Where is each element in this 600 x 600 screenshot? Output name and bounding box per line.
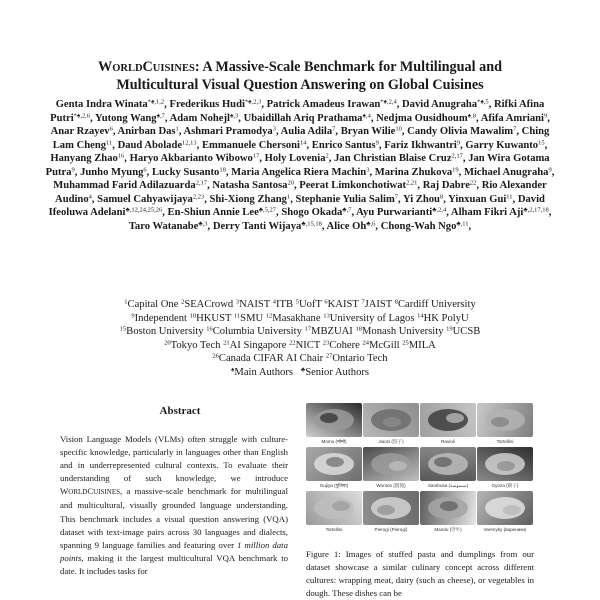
author-name: Fariz Ikhwantri	[384, 139, 457, 151]
figure-1	[306, 403, 534, 535]
affiliation-name: NAIST	[239, 299, 271, 310]
author-affiliation-marks: 9	[375, 139, 379, 146]
author-name: Daud Abolade	[117, 139, 183, 151]
author-affiliation-marks: ♣,5,27	[258, 206, 277, 214]
title-line-1: WORLDCUISINES: A Massive-Scale Benchmark for Multilingual and	[98, 59, 502, 75]
affiliation-number: 3	[235, 298, 240, 306]
affiliation-name: Boston University	[126, 326, 204, 338]
dish-photo	[420, 447, 476, 481]
author-name: David Anugraha	[402, 99, 478, 110]
affiliation-number: 24	[362, 339, 369, 347]
affiliation-name: UofT	[298, 299, 322, 310]
dish-label: Ravioli	[441, 439, 455, 444]
dish-image-cell	[363, 403, 419, 447]
dish-image-cell	[420, 491, 476, 535]
author-affiliation-marks: ♣,6	[366, 220, 376, 227]
author-name: Garry Kuwanto	[465, 139, 539, 151]
author-name: Hanyang Zhao	[50, 153, 118, 164]
club-icon: ♣	[300, 366, 306, 374]
affiliation-name: SEACrowd	[184, 299, 234, 310]
author-affiliation-marks: 11	[506, 193, 513, 200]
author-name: Ubaidillah Ariq Prathama	[243, 112, 363, 124]
author-affiliation-marks: ♠,4	[362, 112, 371, 119]
author-list: Genta Indra Winata$^{*♠,1,2}$, Frederikus Hudi$^{*♠,2,3}$, Patrick Amadeus Irawan$^{*♠,2,4}$, David Anugraha$^{*♠,5}$, Rifki Afina Putri$^{*♠,2,6}$, Yutong Wang$^{♠,7}$, Adam Nohejl$^{♠,3}$, Ubaidillah Ariq Prathama$^{♠,4}$, Nedjma Ousidhoum$^{♠,8}$, Afifa Amriani$^9$, Anar Rzayev$^6$, Anirban Das$^1$, Ashmari Pramodya$^3$, Aulia Adila$^7$, Bryan Wilie$^{10}$, Candy Olivia Mawalim$^7$, Ching Lam Cheng$^{11}$, Daud Abolade$^{12,13}$, Emmanuele Chersoni$^{14}$, Enrico Santus$^9$, Fariz Ikhwantri$^9$, Garry Kuwanto$^{15}$, Hanyang Zhao$^{16}$, Haryo Akbarianto Wibowo$^{17}$, Holy Lovenia$^2$, Jan Christian Blaise Cruz$^{2,17}$, Jan Wira Gotama Putra$^9$, Junho Myung$^6$, Lucky Susanto$^{18}$, Maria Angelica Riera Machin$^3$, Marina Zhukova$^{19}$, Michael Anugraha$^9$, Muhammad Farid Adilazuarda$^{2,17}$, Natasha Santosa$^{20}$, Peerat Limkonchotiwat$^{2,21}$, Raj Dabre$^{22}$, Rio Alexander Audino$^4$, Samuel Cahyawijaya$^{2,23}$, Shi-Xiong Zhang$^1$, Stephanie Yulia Salim$^7$, Yi Zhou$^8$, Yinxuan Gui$^{11}$, David Ifeoluwa Adelani$^{♣,12,24,25,26}$, En-Shiun Annie Lee$^{♣,5,27}$, Shogo Okada$^{♣,7}$, Ayu Purwarianti$^{♣,2,4}$, Alham Fikri Aji$^{♣,2,17,18}$, Taro Watanabe$^{♣,3}$, Derry Tanti Wijaya$^{♣,15,18}$, Alice $Oh^{♣,6}$, Chong-Wah Ngo$^{♣,11}$,	[45, 98, 555, 232]
title-line-2: Multicultural Visual Question Answering on Global Cuisines	[116, 77, 484, 93]
affiliation-number: 11	[233, 312, 241, 320]
author-name: Frederikus Hudi	[169, 99, 245, 110]
affiliation-number: 25	[402, 339, 409, 347]
dish-label: Momo (मोमो)	[321, 439, 347, 444]
affiliation-number: 2	[181, 298, 185, 306]
author-name: Rifki Afina Putri	[50, 99, 545, 124]
affiliation-number: 8	[394, 298, 398, 306]
author-affiliation-marks: 16	[117, 152, 125, 160]
affiliation-number: 7	[361, 298, 365, 306]
dish-image-cell	[363, 491, 419, 535]
author-name: Emmanuele Chersoni	[201, 139, 300, 151]
author-affiliation-marks: 19	[452, 166, 459, 173]
author-name: Alice Oh	[326, 220, 367, 232]
author-name: Candy Olivia Mawalim	[407, 126, 514, 137]
affiliation-number: 18	[355, 325, 362, 333]
author-name: Rio Alexander Audino	[55, 180, 547, 205]
dish-photo	[477, 403, 533, 437]
dumpling-image-grid	[306, 403, 534, 535]
author-affiliation-marks: ♣,12,24,25,26	[125, 206, 163, 214]
dish-label: Gyoza (餃子)	[491, 483, 519, 488]
author-name: Anar Rzayev	[50, 126, 110, 137]
affiliation-number: 22	[289, 339, 296, 347]
author-affiliation-marks: 7	[332, 125, 336, 133]
spade-icon: ♠	[230, 366, 235, 374]
author-affiliation-marks: ♣,11	[456, 220, 469, 227]
author-name: Yutong Wang	[95, 112, 157, 124]
author-affiliation-marks: *♠,2,3	[244, 98, 262, 106]
author-affiliation-marks: 10	[395, 125, 402, 133]
dish-image-cell	[420, 447, 476, 491]
dish-photo	[477, 447, 533, 481]
affiliation-line	[40, 325, 560, 339]
author-affiliation-marks: ♣,7	[342, 206, 352, 214]
affiliation-name: KAIST	[327, 299, 359, 310]
affiliation-line	[40, 312, 560, 326]
author-affiliation-marks: 2,21	[406, 179, 418, 187]
affiliation-number: 9	[131, 312, 135, 320]
affiliation-name: ITB	[276, 299, 294, 310]
author-name: Michael Anugraha	[463, 166, 549, 178]
author-name: Samuel Cahyawijaya	[97, 193, 193, 205]
affiliation-name: NICT	[295, 339, 321, 351]
author-name: Alham Fikri Aji	[450, 207, 524, 218]
author-name: Derry Tanti Wijaya	[212, 220, 302, 232]
affiliation-line	[40, 339, 560, 353]
dish-label: Pierogi (Pierogi)	[374, 527, 408, 532]
dish-photo	[306, 403, 362, 437]
affiliation-name: HK PolyU	[423, 312, 469, 324]
author-affiliation-marks: 18	[219, 166, 226, 173]
dish-image-cell	[477, 491, 533, 535]
author-name: Yinxuan Gui	[448, 193, 507, 205]
author-name: Ashmari Pramodya	[183, 126, 273, 137]
dish-label: Tortellini	[496, 439, 514, 444]
author-affiliation-marks: 11	[106, 139, 113, 146]
author-name: Peerat Limkonchotiwat	[299, 180, 407, 191]
author-affiliation-marks: ♠,8	[467, 112, 476, 119]
affiliation-name: Cardiff University	[397, 299, 476, 310]
affiliation-number: 14	[417, 312, 424, 320]
affiliation-number: 1	[124, 298, 128, 306]
author-affiliation-marks: 6	[109, 125, 113, 133]
author-name: Raj Dabre	[422, 180, 470, 191]
dish-label: Mandu (만두)	[434, 527, 462, 532]
paper-title	[40, 59, 560, 94]
author-affiliation-marks: 12,13	[182, 139, 197, 146]
author-name: Anirban Das	[117, 126, 176, 137]
author-affiliation-marks: 9	[543, 112, 548, 119]
author-name: Yi Zhou	[402, 193, 440, 205]
author-name: Natasha Santosa	[212, 180, 288, 191]
author-name: Muhammad Farid Adilazuarda	[53, 180, 196, 191]
author-name: Genta Indra Winata	[55, 99, 148, 110]
author-affiliation-marks: ♣,15,18	[301, 220, 322, 227]
author-affiliation-marks: ♣,2,17,18	[523, 206, 549, 214]
author-affiliation-marks: 7	[394, 193, 399, 200]
dish-image-cell	[363, 447, 419, 491]
dish-label: Wonton (馄饨)	[376, 483, 406, 488]
author-name: Haryo Akbarianto Wibowo	[129, 153, 253, 164]
affiliation-list	[40, 298, 560, 380]
author-name: Stephanie Yulia Salim	[295, 193, 395, 205]
author-affiliation-marks: 3	[366, 166, 370, 173]
author-affiliation-marks: 9	[548, 166, 552, 173]
affiliation-line	[40, 298, 560, 312]
abstract-heading: Abstract	[159, 405, 201, 417]
author-affiliation-marks: 3	[272, 125, 276, 133]
author-affiliation-marks: 9	[71, 166, 75, 173]
dish-image-cell	[306, 403, 362, 447]
author-affiliation-marks: 1	[286, 193, 291, 200]
author-name: Jan Wira Gotama Putra	[45, 153, 550, 178]
affiliation-number: 27	[325, 352, 333, 360]
author-name: Taro Watanabe	[128, 220, 199, 232]
affiliation-name: Capital One	[127, 299, 179, 310]
affiliation-name: HKUST	[196, 312, 232, 324]
dish-photo	[363, 403, 419, 437]
author-name: En-Shiun Annie Lee	[167, 207, 259, 218]
figure-caption: Figure 1: Images of stuffed pasta and dumplings from our dataset showcase a similar culinary concept across different cultures: wrapping meat, dairy (such as cheese), or vegetables in dough. These dishes can be	[306, 549, 534, 599]
author-affiliation-marks: 17	[252, 152, 260, 160]
author-name: Chong-Wah Ngo	[380, 220, 457, 232]
dish-label: Gujiya (गुजिया)	[319, 483, 349, 488]
dish-photo	[306, 491, 362, 525]
affiliation-name: Cohere	[329, 339, 360, 351]
affiliation-number: 17	[304, 325, 312, 333]
dish-photo	[363, 491, 419, 525]
dish-photo	[363, 447, 419, 481]
author-name: Ayu Purwarianti	[356, 207, 433, 218]
author-name: Holy Lovenia	[264, 153, 326, 164]
author-name: Maria Angelica Riera Machin	[231, 166, 367, 178]
affiliation-number: 10	[189, 312, 197, 320]
affiliation-name: Masakhane	[272, 312, 321, 324]
author-name: Lucky Susanto	[151, 166, 220, 178]
affiliation-number: 20	[164, 339, 171, 347]
author-name: Bryan Wilie	[340, 126, 396, 137]
affiliation-number: 19	[446, 325, 453, 333]
author-affiliation-marks: 2,17	[195, 179, 208, 187]
dish-label: Varenyky (вареники)	[483, 527, 527, 532]
affiliation-number: 16	[206, 325, 213, 333]
affiliation-number: 23	[322, 339, 330, 347]
abstract-body: Vision Language Models (VLMs) often struggle with culture-specific knowledge, particularly in languages other than English and in underrepresented cultural contexts. To evaluate their understanding of such knowledge, we introduce WORLDCUISINES, a massive-scale benchmark for multilingual and multicultural, visually grounded language understanding. This benchmark includes a visual question answering (VQA) dataset with text-image pairs across 30 languages and dialects, spanning 9 language families and featuring over 1 million data points, making it the largest multicultural VQA benchmark to date. It includes tasks for	[60, 434, 288, 576]
affiliation-number: 12	[265, 312, 273, 320]
affiliation-name: Independent	[134, 312, 187, 324]
author-name: Marina Zhukova	[374, 166, 453, 178]
affiliation-name: SMU	[240, 312, 264, 324]
author-affiliation-marks: 1	[175, 125, 179, 133]
author-affiliation-marks: 2,23	[192, 193, 205, 200]
author-affiliation-marks: 2,17	[451, 152, 463, 160]
affiliation-name: Tokyo Tech	[170, 339, 221, 351]
author-name: David Ifeoluwa Adelani	[48, 193, 545, 218]
author-name: Ching Lam Cheng	[52, 126, 550, 151]
affiliation-name: Columbia University	[212, 326, 302, 338]
affiliation-number: 15	[119, 325, 127, 333]
dish-photo	[420, 491, 476, 525]
affiliation-name: MILA	[408, 339, 436, 351]
author-name: Enrico Santus	[311, 139, 376, 151]
dish-photo	[420, 403, 476, 437]
author-affiliation-marks: 2	[325, 152, 329, 160]
affiliation-number: 4	[272, 298, 276, 306]
author-name: Nedjma Ousidhoum	[376, 112, 468, 124]
author-affiliation-marks: *♠,2,4	[380, 98, 397, 106]
senior-authors-label: Senior Authors	[305, 366, 370, 378]
affiliation-line	[40, 352, 560, 366]
affiliation-name: AI Singapore	[229, 339, 287, 351]
author-affiliation-marks: *♠,1,2	[147, 98, 165, 106]
dish-label: Sambusa (سمبوسة)	[427, 483, 469, 488]
author-name: Patrick Amadeus Irawan	[266, 99, 381, 110]
affiliation-number: 13	[323, 312, 330, 320]
author-affiliation-marks: 22	[469, 179, 477, 187]
main-authors-label: Main Authors	[234, 366, 293, 378]
author-affiliation-marks: 14	[299, 139, 307, 146]
author-affiliation-marks: 7	[513, 125, 517, 133]
author-name: Jan Christian Blaise Cruz	[334, 153, 452, 164]
dish-photo	[306, 447, 362, 481]
author-name: Shi-Xiong Zhang	[209, 193, 287, 205]
author-name: Afifa Amriani	[480, 112, 544, 124]
author-name: Adam Nohejl	[169, 112, 230, 124]
dish-photo	[477, 491, 533, 525]
dish-image-cell	[477, 403, 533, 447]
author-affiliation-marks: *♠,2,6	[73, 112, 91, 119]
dish-image-cell	[306, 447, 362, 491]
affiliation-number: 26	[212, 352, 219, 360]
dish-image-cell	[477, 447, 533, 491]
author-legend	[40, 366, 560, 380]
author-affiliation-marks: ♠,3	[229, 112, 239, 119]
affiliation-name: Monash University	[361, 326, 444, 338]
dish-image-cell	[420, 403, 476, 447]
affiliation-number: 6	[324, 298, 328, 306]
author-affiliation-marks: ♣,3	[198, 220, 208, 227]
author-affiliation-marks: 8	[439, 193, 444, 200]
affiliation-name: McGill	[369, 339, 400, 351]
affiliation-name: JAIST	[364, 299, 393, 310]
author-affiliation-marks: *♠,5	[477, 98, 489, 106]
author-affiliation-marks: 9	[456, 139, 461, 146]
author-affiliation-marks: 6	[143, 166, 147, 173]
affiliation-name: Canada CIFAR AI Chair	[218, 353, 324, 365]
affiliation-name: Ontario Tech	[332, 353, 388, 365]
author-affiliation-marks: ♠,7	[156, 112, 165, 119]
affiliation-name: University of Lagos	[329, 312, 415, 324]
author-name: Shogo Okada	[281, 207, 343, 218]
author-name: Junho Myung	[80, 166, 144, 178]
affiliation-name: UCSB	[452, 326, 481, 338]
dish-image-cell	[306, 491, 362, 535]
author-affiliation-marks: ♣,2,4	[432, 206, 447, 214]
author-affiliation-marks: 4	[88, 193, 92, 200]
affiliation-number: 21	[223, 339, 230, 347]
dish-label: Tortellini	[325, 527, 343, 532]
author-affiliation-marks: 20	[287, 179, 294, 187]
author-name: Aulia Adila	[280, 126, 333, 137]
author-affiliation-marks: 15	[538, 139, 545, 146]
dish-label: Jiaozi (饺子)	[378, 439, 404, 444]
affiliation-name: MBZUAI	[311, 326, 353, 338]
affiliation-number: 5	[295, 298, 299, 306]
